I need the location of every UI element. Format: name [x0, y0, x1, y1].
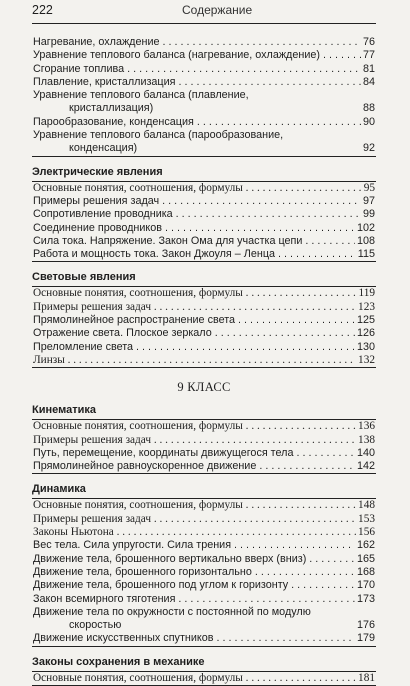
toc-entry-page: 153: [358, 512, 375, 525]
toc-entry-title: Закон всемирного тяготения . . .: [33, 593, 355, 606]
toc-entry-page: 168: [356, 565, 375, 578]
toc-entry: [32, 606, 376, 633]
toc-entry: [32, 76, 376, 89]
toc-entry-title: Движение искусственных спутников . . .: [33, 632, 355, 645]
toc-entry-page: 162: [356, 539, 375, 552]
toc-entry-title: Примеры решения задач . . .: [33, 195, 361, 208]
toc-entry: [32, 460, 376, 473]
toc-entry-page: 179: [356, 632, 375, 645]
toc-entry-page: 123: [358, 300, 375, 313]
toc-entry-page: 77: [362, 49, 375, 62]
toc-entry-title: Отражение света. Плоское зеркало . . .: [33, 327, 355, 340]
toc-entry: [32, 208, 376, 221]
toc-entry-page: 170: [356, 579, 375, 592]
toc-entry: [32, 672, 376, 685]
toc-entry-title: Примеры решения задач . . .: [33, 513, 356, 526]
toc-entry-title: Основные понятия, соотношения, формулы . . .: [33, 420, 356, 433]
toc-entry: [32, 447, 376, 460]
toc-entry-page: 165: [356, 552, 375, 565]
toc-block-kinematics: [32, 419, 376, 474]
toc-entry: [32, 248, 376, 261]
page-header: [32, 3, 376, 23]
toc-entry-page: 119: [358, 287, 375, 300]
toc-entry: [32, 301, 376, 314]
toc-entry-page: 126: [356, 327, 375, 340]
toc-entry: [32, 116, 376, 129]
toc-entry-page: 173: [356, 592, 375, 605]
toc-entry: [32, 513, 376, 526]
toc-entry-page: 132: [358, 353, 375, 366]
toc-entry-page: 84: [362, 75, 375, 88]
running-title: Содержание: [182, 3, 253, 17]
toc-entry-title: Примеры решения задач . . .: [33, 434, 356, 447]
toc-block-heat: [32, 36, 376, 157]
header-rule: [32, 23, 376, 24]
toc-entry: [32, 499, 376, 512]
toc-entry-page: 181: [358, 671, 375, 684]
toc-entry-title: Движение тела, брошенного горизонтально . . .: [33, 566, 355, 579]
toc-entry-title: Основные понятия, соотношения, формулы . . .: [33, 287, 356, 300]
toc-entry-title: Плавление, кристаллизация . . .: [33, 76, 361, 89]
toc-entry-title: Путь, перемещение, координаты движущегося тела . . .: [33, 447, 355, 460]
toc-entry-page: 92: [362, 142, 375, 155]
toc-entry-title: Движение тела по окружности с постоянной по модулю скоростью: [33, 605, 311, 632]
toc-entry-title: Уравнение теплового баланса (парообразование, конденсация): [33, 129, 284, 155]
toc-entry-title: Работа и мощность тока. Закон Джоуля – Ленца . . .: [33, 248, 356, 261]
toc-entry-page: 140: [356, 446, 375, 459]
toc-entry-title: Прямолинейное распространение света . . .: [33, 314, 355, 327]
toc-entry-title: Сгорание топлива . . .: [33, 63, 361, 76]
section-title-conservation: Законы сохранения в механике: [32, 655, 205, 668]
toc-entry-title: Сопротивление проводника . . .: [33, 208, 361, 221]
toc-entry: [32, 434, 376, 447]
toc-entry-title: Линзы . . .: [33, 354, 356, 367]
section-title-dynamics: Динамика: [32, 483, 86, 496]
toc-entry: [32, 579, 376, 592]
toc-block-dynamics: [32, 498, 376, 646]
toc-entry: [32, 235, 376, 248]
toc-entry-title: Основные понятия, соотношения, формулы . . .: [33, 182, 362, 195]
toc-entry-page: 81: [362, 62, 375, 75]
toc-entry-page: 97: [362, 194, 375, 207]
toc-entry: [32, 341, 376, 354]
toc-entry: [32, 182, 376, 195]
toc-entry-title: Основные понятия, соотношения, формулы . . .: [33, 672, 356, 685]
toc-entry-title: Примеры решения задач . . .: [33, 301, 356, 314]
class-title: 9 КЛАСС: [177, 380, 231, 395]
toc-entry-page: 99: [362, 208, 375, 221]
toc-entry: [32, 632, 376, 645]
toc-entry-title: Движение тела, брошенного под углом к горизонту . . .: [33, 579, 355, 592]
toc-entry-page: 102: [356, 221, 375, 234]
toc-entry-title: Парообразование, конденсация . . .: [33, 116, 361, 129]
toc-entry-page: 156: [358, 526, 375, 539]
toc-entry: [32, 49, 376, 62]
toc-block-light: [32, 286, 376, 368]
toc-block-electric: [32, 181, 376, 263]
toc-entry: [32, 553, 376, 566]
toc-entry: [32, 287, 376, 300]
toc-entry: [32, 420, 376, 433]
toc-entry-page: 108: [356, 234, 375, 247]
toc-entry: [32, 593, 376, 606]
toc-entry-page: 88: [362, 102, 375, 115]
toc-entry-title: Прямолинейное равноускоренное движение . . .: [33, 460, 355, 473]
toc-entry: [32, 354, 376, 367]
toc-entry-title: Соединение проводников . . .: [33, 222, 355, 235]
toc-entry-page: 76: [362, 36, 375, 48]
section-title-electric: Электрические явления: [32, 165, 163, 178]
toc-entry-page: 176: [356, 619, 375, 632]
toc-entry-page: 125: [356, 314, 375, 327]
section-title-kinematics: Кинематика: [32, 404, 96, 417]
toc-entry: [32, 539, 376, 552]
toc-entry-title: Уравнение теплового баланса (нагревание, охлаждение) . . .: [33, 49, 361, 62]
toc-entry-title: Сила тока. Напряжение. Закон Ома для участка цепи . . .: [33, 235, 355, 248]
toc-entry: [32, 566, 376, 579]
toc-entry-title: Преломление света . . .: [33, 341, 355, 354]
toc-entry-title: Движение тела, брошенного вертикально вверх (вниз) . . .: [33, 553, 355, 566]
toc-entry: [32, 327, 376, 340]
toc-entry: [32, 63, 376, 76]
page-number: 222: [32, 3, 53, 17]
toc-content: [32, 36, 376, 686]
toc-entry: [32, 195, 376, 208]
toc-entry-title: Основные понятия, соотношения, формулы . . .: [33, 499, 356, 512]
toc-entry: [32, 36, 376, 49]
toc-entry-title: Законы Ньютона . . .: [33, 526, 356, 539]
toc-entry-page: 90: [362, 115, 375, 128]
section-title-light: Световые явления: [32, 271, 136, 284]
toc-entry: [32, 526, 376, 539]
toc-entry: [32, 129, 376, 156]
toc-entry-page: 95: [363, 181, 375, 194]
toc-entry: [32, 222, 376, 235]
toc-entry-page: 148: [358, 499, 375, 512]
toc-entry: [32, 314, 376, 327]
toc-block-conservation: [32, 671, 376, 686]
toc-entry-page: 115: [357, 248, 375, 261]
toc-entry-title: Уравнение теплового баланса (плавление, кристаллизация): [33, 89, 249, 115]
toc-entry-page: 138: [358, 433, 375, 446]
toc-entry-page: 130: [356, 340, 375, 353]
toc-entry-title: Нагревание, охлаждение . . .: [33, 36, 361, 49]
toc-entry-page: 142: [356, 460, 375, 473]
toc-entry-title: Вес тела. Сила упругости. Сила трения . . .: [33, 539, 355, 552]
toc-entry: [32, 89, 376, 116]
toc-entry-page: 136: [358, 420, 375, 433]
